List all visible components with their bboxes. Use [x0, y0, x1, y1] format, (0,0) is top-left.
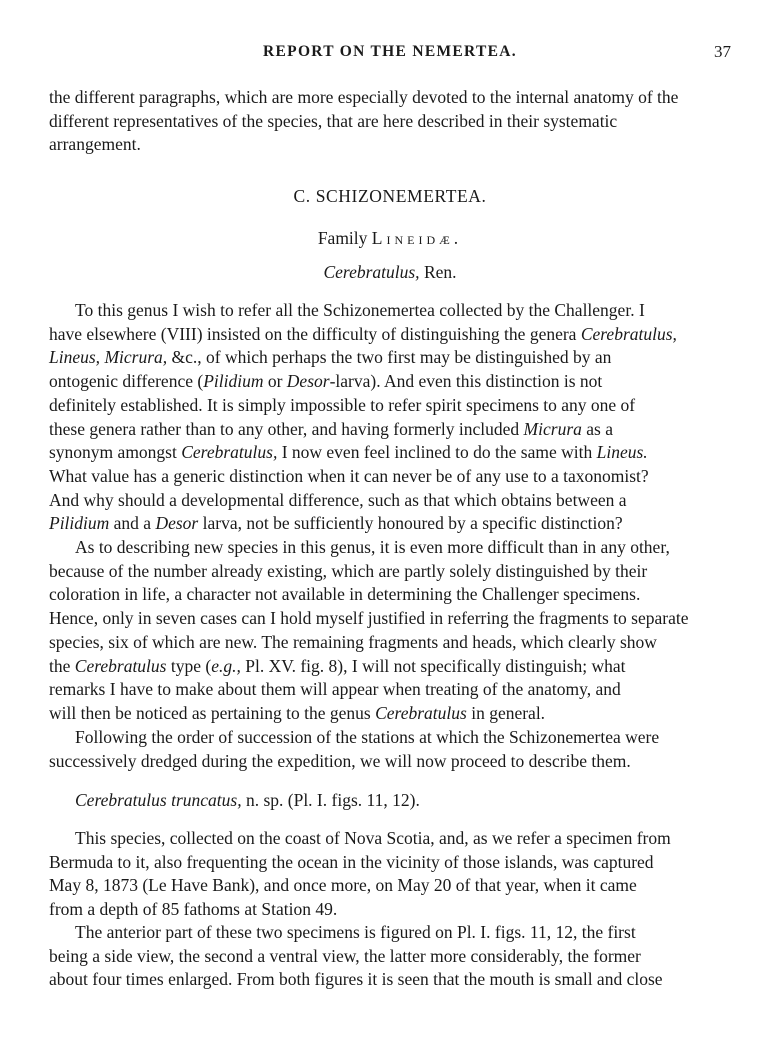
genus-heading: Cerebratulus, Ren.: [323, 262, 457, 282]
running-header: [49, 42, 731, 66]
paragraph-1: To this genus I wish to refer all the Schizonemertea collected by the Challenger. I have elsewhere (VIII) insisted on the difficulty of distinguishing the genera Cerebratulus, Lineus, Micrura, &c., of which perhaps the two first may be distinguished by an ontogenic difference (Pilidium or Desor-larva). And even this distinction is not definitely established. It is simply impossible to refer spirit specimens to any one of these genera rather than to any other, and having formerly included Micrura as a synonym amongst Cerebratulus, I now even feel inclined to do the same with Lineus. What value has a generic distinction when it can never be of any use to a taxonomist? And why should a developmental difference, such as that which obtains between a Pilidium and a Desor larva, not be sufficiently honoured by a specific distinction?: [49, 300, 677, 534]
paragraph-5: The anterior part of these two specimens is figured on Pl. I. figs. 11, 12, the first being a side view, the second a ventral view, the latter more considerably, the former about four times enlarged. From both figures it is seen that the mouth is small and close: [49, 922, 663, 990]
paragraph-3: Following the order of succession of the stations at which the Schizonemertea were successively dredged during the expedition, we will now proceed to describe them.: [49, 727, 660, 771]
paragraph-4: This species, collected on the coast of Nova Scotia, and, as we refer a specimen from Bermuda to it, also frequenting the ocean in the vicinity of those islands, was captured May 8, 1873 (Le Have Bank), and once more, on May 20 of that year, when it came from a depth of 85 fathoms at Station 49.: [49, 828, 671, 920]
section-heading: C. SCHIZONEMERTEA.: [293, 186, 487, 206]
running-title: REPORT ON THE NEMERTEA.: [263, 43, 517, 60]
page-number: 37: [714, 42, 731, 61]
species-heading: Cerebratulus truncatus, n. sp. (Pl. I. figs. 11, 12).: [75, 790, 420, 810]
intro-paragraph: the different paragraphs, which are more especially devoted to the internal anatomy of the different representatives of the species, that are here described in their systematic arrangement.: [49, 87, 679, 155]
document-page: [49, 0, 731, 1050]
family-heading: Family Lineidæ.: [317, 228, 463, 248]
paragraph-2: As to describing new species in this genus, it is even more difficult than in any other, because of the number already existing, which are partly solely distinguished by their coloration in life, a character not available in determining the Challenger specimens. Hence, only in seven cases can I hold myself justified in referring the fragments to separate species, six of which are new. The remaining fragments and heads, which clearly show the Cerebratulus type (e.g., Pl. XV. fig. 8), I will not specifically distinguish; what remarks I have to make about them will appear when treating of the anatomy, and will then be noticed as pertaining to the genus Cerebratulus in general.: [49, 537, 689, 723]
